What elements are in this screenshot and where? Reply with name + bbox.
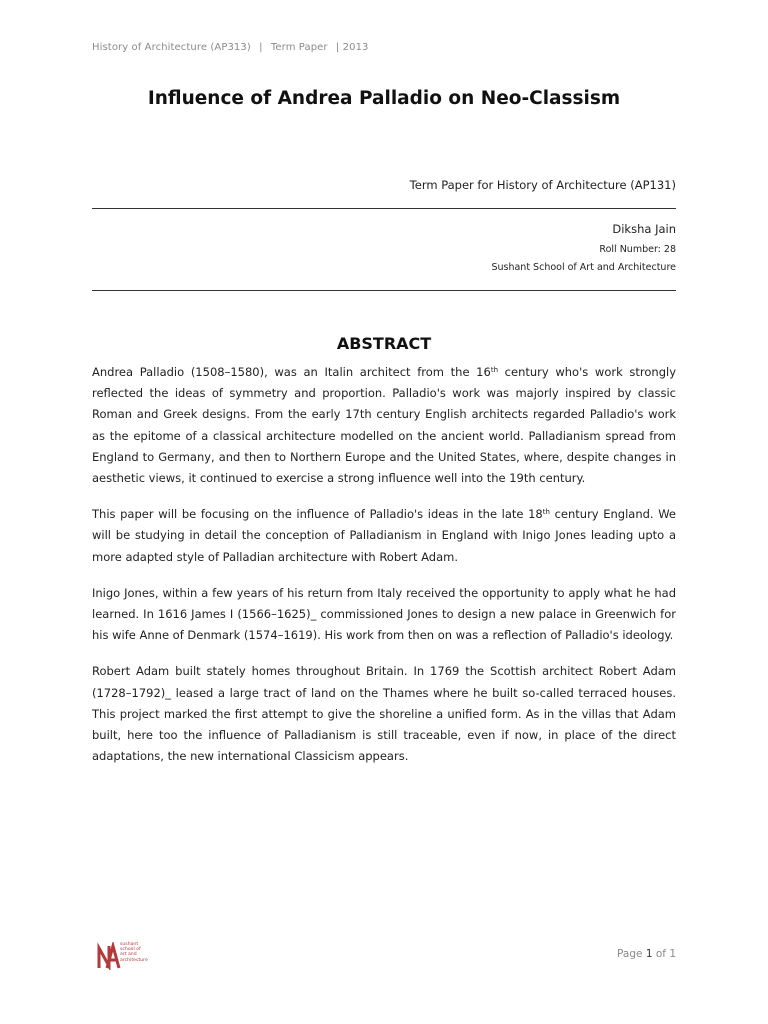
p2-superscript: th <box>542 508 550 517</box>
page-label: Page <box>617 948 643 960</box>
logo-text <box>120 942 148 963</box>
abstract-heading: ABSTRACT <box>336 334 432 353</box>
running-header <box>92 42 374 53</box>
header-course: History of Architecture (AP313) <box>92 42 251 53</box>
logo-line-2: school of <box>120 947 141 953</box>
p1-text-b: century who's work strongly reflected the ideas of symmetry and proportion. Palladio's work was majorly inspired by classic Roman and Greek designs. From the early 17th century English architects regarded Palladio's work as the epitome of a classical architecture modelled on the ancient world. Palladianism spread from England to Germany, and then to Northern Europe and the United States, where, despite changes in aesthetic views, it continued to exercise a strong influence well into the 19th century. <box>92 365 677 486</box>
abstract-paragraph-3: Inigo Jones, within a few years of his return from Italy received the opportunity to apply what he had learned. In 1616 James I (1566–1625)_ commissioned Jones to design a new palace in Greenwich for his wife Anne of Denmark (1574–1619). His work from then on was a reflection of Palladio's ideology. <box>92 585 676 643</box>
logo-line-3: art and <box>120 952 137 958</box>
header-doc-type: Term Paper <box>270 42 328 53</box>
header-separator: | <box>259 42 263 53</box>
abstract-body <box>92 362 676 782</box>
page-of: of <box>655 948 666 960</box>
divider-top <box>92 208 676 209</box>
page-number <box>617 948 676 960</box>
page-total: 1 <box>669 948 676 960</box>
paper-subtitle: Term Paper for History of Architecture (AP131) <box>409 178 676 192</box>
school-name: Sushant School of Art and Architecture <box>491 262 676 273</box>
p1-text-a: Andrea Palladio (1508–1580), was an Italin architect from the 16 <box>92 365 491 379</box>
p2-text-a: This paper will be focusing on the influence of Palladio's ideas in the late 18 <box>92 507 543 522</box>
page-current: 1 <box>645 948 653 960</box>
p1-superscript: th <box>490 366 499 374</box>
divider-bottom <box>92 290 676 291</box>
abstract-paragraph-1 <box>92 362 676 489</box>
abstract-paragraph-2 <box>92 504 676 568</box>
logo-line-1: sushant <box>120 942 139 947</box>
p2-text-b: century England. We will be studying in detail the conception of Palladianism in England with Inigo Jones leading upto a more adapted style of Palladian architecture with Robert Adam. <box>92 507 676 564</box>
abstract-paragraph-4: Robert Adam built stately homes throughout Britain. In 1769 the Scottish architect Robert Adam (1728–1792)_ leased a large tract of land on the Thames where he built so-called terraced houses. This project marked the first attempt to give the shoreline a unified form. As in the villas that Adam built, here too the influence of Palladianism is still traceable, even if now, in place of the direct adaptations, the new international Classicism appears. <box>92 664 676 764</box>
paper-title: Influence of Andrea Palladio on Neo-Classism <box>147 88 621 109</box>
logo-line-4: architecture <box>120 957 148 963</box>
sushant-school-logo-icon <box>97 942 157 970</box>
roll-number: Roll Number: 28 <box>599 244 676 255</box>
author-name: Diksha Jain <box>612 222 676 236</box>
header-year: | 2013 <box>335 42 369 53</box>
